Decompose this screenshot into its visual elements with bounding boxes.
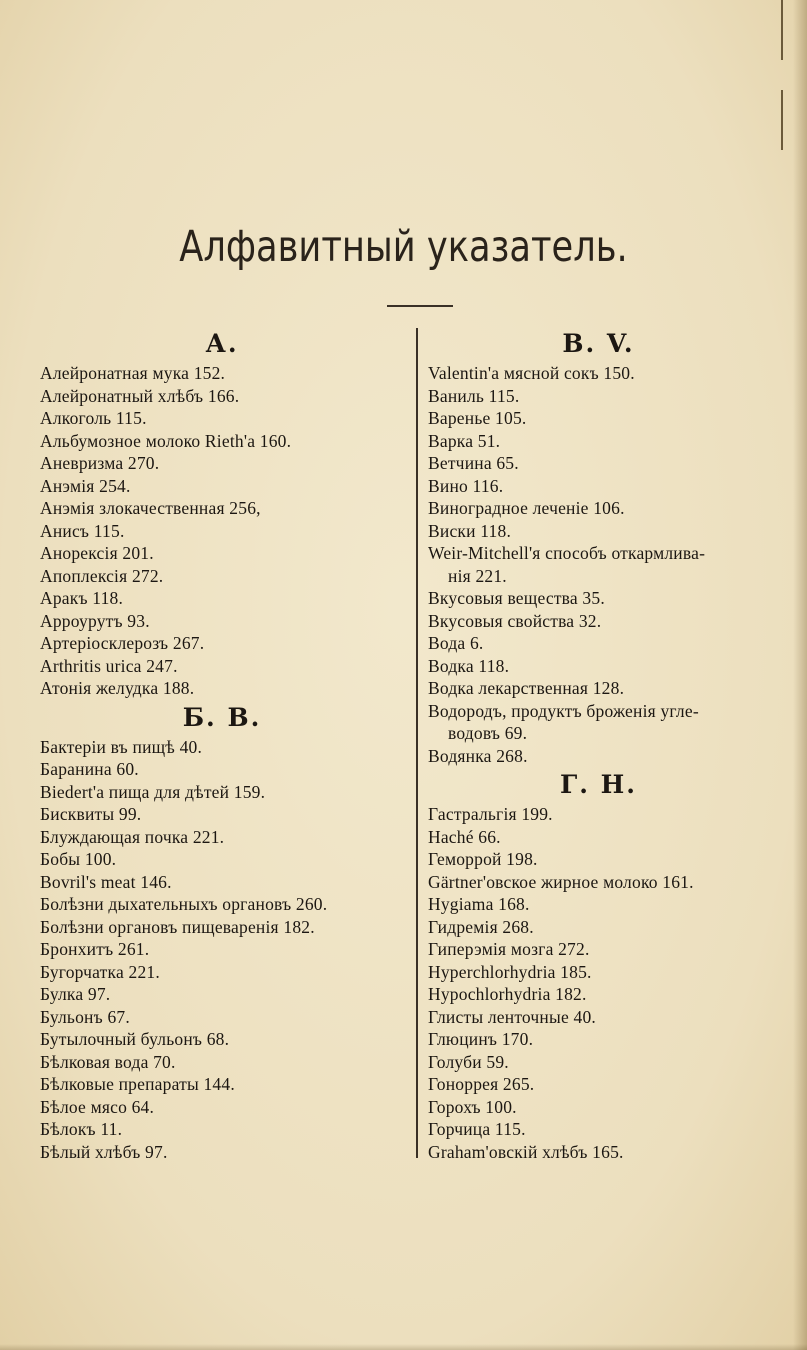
index-entry: Бульонъ 67. — [40, 1006, 130, 1027]
section-b-v-entries — [38, 736, 416, 1164]
index-entry: Бобы 100. — [40, 849, 117, 869]
index-entry: Геморрой 198. — [428, 849, 538, 869]
index-entry: Valentin'a мясной сокъ 150. — [428, 363, 635, 383]
index-entry: Бѣлый хлѣбъ 97. — [40, 1141, 168, 1162]
index-entry: Варенье 105. — [428, 408, 527, 428]
index-entry: Бутылочный бульонъ 68. — [40, 1029, 230, 1049]
index-entry: Вода 6. — [428, 633, 484, 653]
index-entry: Аневризма 270. — [40, 453, 160, 473]
index-entry: Hygiama 168. — [428, 894, 530, 914]
index-entry: Гидремія 268. — [428, 916, 534, 937]
index-entry: Бѣлковая вода 70. — [40, 1051, 176, 1072]
section-heading-v-v: В. V. — [562, 329, 635, 358]
index-entry: Вино 116. — [428, 475, 504, 496]
index-entry: Вкусовыя вещества 35. — [428, 588, 605, 608]
index-entry: Гоноррея 265. — [428, 1074, 535, 1094]
index-entry: Виски 118. — [428, 520, 512, 541]
index-entry: Bovril's meat 146. — [40, 871, 172, 892]
index-entry: Глюцинъ 170. — [428, 1029, 534, 1049]
index-entry: Biedert'a пища для дѣтей 159. — [40, 781, 266, 802]
index-entry: Болѣзни дыхательныхъ органовъ 260. — [40, 894, 328, 914]
index-entry: Бѣлое мясо 64. — [40, 1096, 155, 1117]
index-entry-continuation: водовъ 69. — [448, 723, 528, 743]
index-entry: Анорексія 201. — [40, 543, 154, 563]
index-entry: Бѣлковые препараты 144. — [40, 1074, 235, 1094]
index-entry: Водородъ, продуктъ броженія угле- — [428, 700, 699, 721]
right-column — [426, 326, 801, 1163]
index-entry: Бисквиты 99. — [40, 804, 142, 824]
section-heading-a: А. — [205, 329, 239, 358]
title-rule — [387, 305, 453, 307]
page-title: Алфавитный указатель. — [179, 222, 628, 272]
index-entry: Haché 66. — [428, 826, 501, 847]
index-entry: Апоплексія 272. — [40, 565, 164, 586]
index-entry: Анэмія 254. — [40, 475, 131, 496]
index-entry: Бактеріи въ пищѣ 40. — [40, 736, 203, 757]
index-entry: Гастральгія 199. — [428, 804, 553, 824]
index-entry: Бронхитъ 261. — [40, 939, 150, 959]
page-edge-mark — [781, 0, 783, 60]
index-entry: Гиперэмія мозга 272. — [428, 939, 590, 959]
index-entry: Аракъ 118. — [40, 588, 124, 608]
index-entry: Бугорчатка 221. — [40, 961, 160, 982]
index-entry: Глисты ленточные 40. — [428, 1006, 596, 1027]
index-entry: Виноградное леченіе 106. — [428, 498, 625, 518]
index-entry: Алейронатный хлѣбъ 166. — [40, 385, 240, 406]
index-entry: Алейронатная мука 152. — [40, 363, 226, 383]
section-a-entries — [38, 362, 416, 700]
index-entry: Hyperchlorhydria 185. — [428, 961, 592, 982]
index-entry: Ваниль 115. — [428, 385, 520, 406]
page-bottom-shadow — [0, 1344, 807, 1350]
section-v-v-entries — [426, 362, 801, 767]
index-entry: Атонія желудка 188. — [40, 678, 195, 698]
index-entry: Водка лекарственная 128. — [428, 678, 625, 698]
index-entry: Анэмія злокачественная 256, — [40, 498, 261, 518]
index-entry: Вкусовыя свойства 32. — [428, 610, 602, 631]
page-edge-mark — [781, 90, 783, 150]
index-entry: Водянка 268. — [428, 745, 528, 766]
index-entry: Gärtner'овское жирное молоко 161. — [428, 871, 694, 892]
index-entry: Водка 118. — [428, 655, 510, 676]
left-column — [38, 326, 416, 1163]
index-entry: Горохъ 100. — [428, 1096, 517, 1117]
index-entry: Анисъ 115. — [40, 520, 125, 541]
index-entry-continuation: нія 221. — [448, 565, 507, 586]
index-entry: Альбумозное молоко Rieth'a 160. — [40, 430, 292, 451]
index-entry: Варка 51. — [428, 430, 501, 451]
index-entry: Arthritis urica 247. — [40, 655, 178, 676]
section-heading-b-v: Б. В. — [182, 702, 262, 732]
index-entry: Арроурутъ 93. — [40, 610, 150, 631]
index-entry: Weir-Mitchell'я способъ откармлива- — [428, 543, 706, 563]
index-entry: Бѣлокъ 11. — [40, 1119, 123, 1139]
section-g-h-entries — [426, 803, 801, 1163]
index-entry: Graham'овскій хлѣбъ 165. — [428, 1141, 624, 1162]
index-entry: Баранина 60. — [40, 759, 139, 779]
column-divider — [416, 328, 418, 1158]
index-entry: Блуждающая почка 221. — [40, 826, 225, 847]
index-entry: Артеріосклерозъ 267. — [40, 633, 205, 653]
index-entry: Hypochlorhydria 182. — [428, 984, 587, 1004]
section-heading-g-h: Г. H. — [560, 770, 637, 799]
index-entry: Горчица 115. — [428, 1119, 526, 1139]
index-entry: Болѣзни органовъ пищеваренія 182. — [40, 916, 315, 937]
index-entry: Алкоголь 115. — [40, 408, 147, 428]
index-entry: Булка 97. — [40, 984, 111, 1004]
index-entry: Ветчина 65. — [428, 453, 519, 473]
index-entry: Голуби 59. — [428, 1051, 509, 1072]
